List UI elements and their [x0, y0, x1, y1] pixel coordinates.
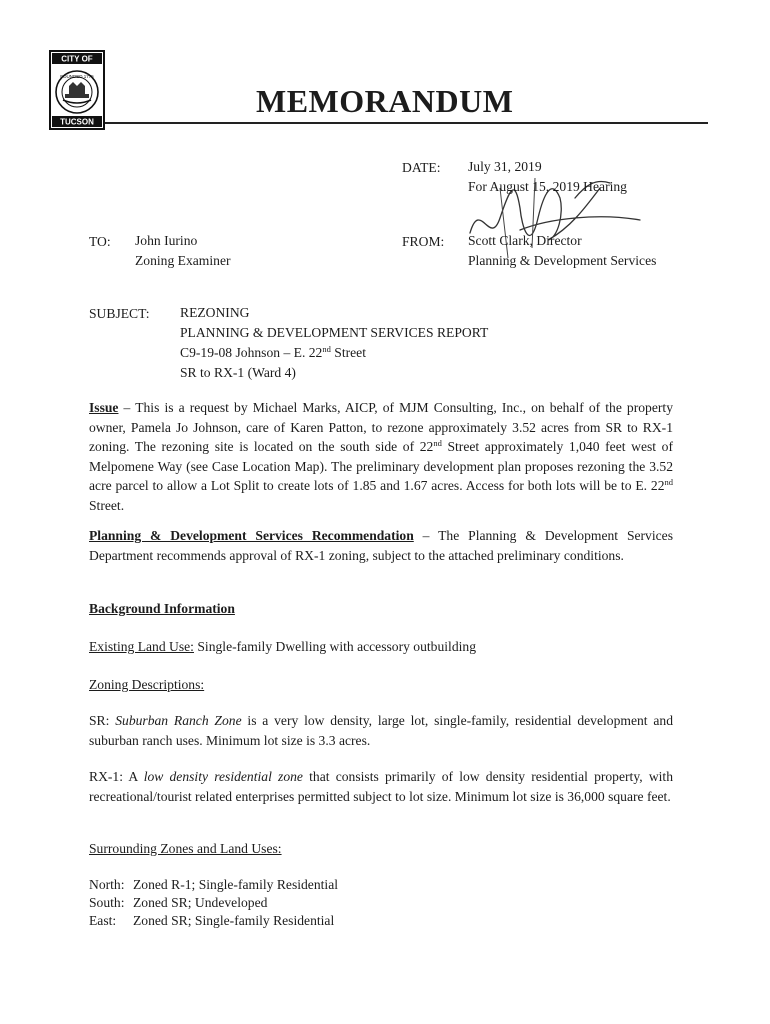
- subject-case: [180, 343, 366, 363]
- issue-heading: Issue: [89, 400, 119, 415]
- background-heading: Background Information: [89, 601, 235, 616]
- sr-description: [89, 711, 673, 750]
- hearing-note: For August 15, 2019 Hearing: [468, 179, 627, 194]
- sr-text: is a very low density, large lot, single-family, residential development and suburban ranch uses. Minimum lot size is 3.3 acres.: [89, 713, 673, 748]
- to-title: Zoning Examiner: [135, 253, 231, 268]
- subject-line-2: PLANNING & DEVELOPMENT SERVICES REPORT: [180, 325, 489, 340]
- header-rule: [105, 122, 708, 124]
- rx-description: [89, 767, 673, 806]
- sr-name: Suburban Ranch Zone: [115, 713, 242, 728]
- case-sup: nd: [322, 344, 331, 354]
- surrounding-dir: North:: [89, 877, 125, 892]
- recommendation-paragraph: [89, 526, 673, 565]
- subject-line-4: SR to RX-1 (Ward 4): [180, 365, 296, 380]
- issue-text-2: Street approximately 1,040 feet west of Melpomene Way (see Case Location Map). The preliminary development plan proposes rezoning the 3.52 acre parcel to allow a Lot Split to create lots of 1.85 and 1.67 acres. Access for both lots will be to E. 22: [89, 439, 673, 493]
- recommendation-heading: Planning & Development Services Recommendation: [89, 528, 414, 543]
- surrounding-desc: Zoned SR; Single-family Residential: [133, 913, 335, 928]
- issue-sup-2: nd: [664, 477, 673, 487]
- date-label: DATE:: [402, 160, 441, 175]
- case-suffix: Street: [330, 345, 366, 360]
- surrounding-item: [89, 911, 334, 931]
- rx-code: RX-1: A: [89, 769, 144, 784]
- issue-text-3: Street.: [89, 497, 125, 513]
- surrounding-desc: Zoned SR; Undeveloped: [133, 895, 268, 910]
- sr-code: SR:: [89, 713, 116, 728]
- from-label: FROM:: [402, 234, 445, 249]
- zoning-heading: Zoning Descriptions:: [89, 677, 205, 692]
- seal-middle-text: FOUNDED 1775: [60, 74, 94, 79]
- case-prefix: C9-19-08 Johnson – E. 22: [180, 345, 323, 360]
- issue-text-1: – This is a request by Michael Marks, AICP, of MJM Consulting, Inc., on behalf of the property owner, Pamela Jo Johnson, care of Karen Patton, to rezone approximately 3.52 acres from SR to RX-1 zoning. The rezoning site is located on the south side of 22: [89, 400, 673, 454]
- from-name: Scott Clark, Director: [468, 233, 582, 248]
- seal-top-text: CITY OF: [61, 54, 93, 64]
- rx-text: that consists primarily of low density residential property, with recreational/tourist related enterprises permitted subject to lot size. Minimum lot size is 36,000 square feet.: [89, 769, 673, 804]
- surrounding-item: [89, 875, 338, 895]
- issue-paragraph: [89, 398, 673, 515]
- seal-bottom-text: TUCSON: [60, 117, 94, 127]
- to-label: TO:: [89, 234, 111, 249]
- city-seal-logo: [49, 50, 105, 130]
- surrounding-desc: Zoned R-1; Single-family Residential: [133, 877, 339, 892]
- to-name: John Iurino: [135, 233, 198, 248]
- from-title: Planning & Development Services: [468, 253, 657, 268]
- surrounding-item: [89, 893, 267, 913]
- subject-line-1: REZONING: [180, 305, 250, 320]
- rx-name: low density residential zone: [143, 769, 303, 784]
- existing-land-use: [89, 637, 476, 657]
- existing-label: Existing Land Use:: [89, 639, 194, 654]
- recommendation-text: – The Planning & Development Services Department recommends approval of RX-1 zoning, subject to the attached preliminary conditions.: [89, 528, 673, 563]
- existing-value: Single-family Dwelling with accessory outbuilding: [193, 639, 476, 654]
- surrounding-heading: Surrounding Zones and Land Uses:: [89, 841, 282, 856]
- surrounding-dir: East:: [89, 913, 117, 928]
- surrounding-dir: South:: [89, 895, 125, 910]
- issue-sup-1: nd: [433, 438, 442, 448]
- memo-title: MEMORANDUM: [256, 83, 514, 119]
- date-value: July 31, 2019: [468, 159, 542, 174]
- subject-label: SUBJECT:: [89, 306, 150, 321]
